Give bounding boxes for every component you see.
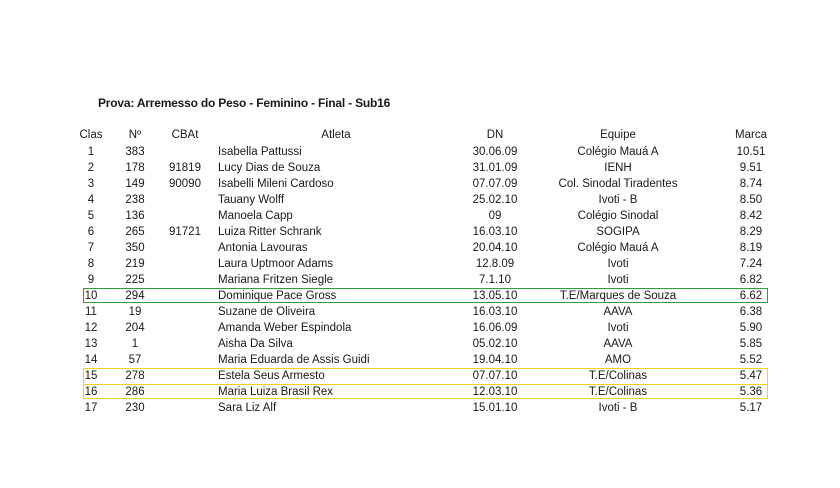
cell-marca: 10.51 [736,146,766,158]
cell-atleta: Manoela Capp [218,210,293,222]
cell-num: 286 [125,386,145,398]
cell-marca: 5.52 [739,354,763,366]
cell-atleta: Estela Seus Armesto [218,370,325,382]
cell-num: 350 [125,242,145,254]
cell-clas: 10 [84,290,98,302]
cell-atleta: Isabella Pattussi [218,146,302,158]
cell-atleta: Suzane de Oliveira [218,306,316,318]
cell-dn: 09 [488,210,502,222]
cell-cbat: 91819 [169,162,201,174]
cell-clas: 11 [85,306,97,318]
table-row [0,336,840,352]
cell-clas: 4 [87,194,95,206]
cell-dn: 05.02.10 [472,338,518,350]
cell-num: 1 [131,338,139,350]
cell-marca: 6.62 [739,290,763,302]
cell-clas: 17 [84,402,98,414]
cell-atleta: Laura Uptmoor Adams [218,258,334,270]
cell-equipe: Ivoti - B [598,194,638,206]
cell-dn: 25.02.10 [472,194,518,206]
cell-num: 219 [125,258,145,270]
cell-marca: 5.36 [739,386,763,398]
table-row [0,224,840,240]
table-row [0,192,840,208]
cell-equipe: T.E/Marques de Souza [559,290,677,302]
cell-dn: 16.03.10 [472,226,518,238]
table-row [0,352,840,368]
cell-equipe: IENH [604,162,632,174]
table-row [0,320,840,336]
cell-atleta: Sara Liz Alf [218,402,277,414]
cell-dn: 20.04.10 [472,242,518,254]
cell-marca: 8.29 [739,226,763,238]
table-header-row [0,127,840,143]
cell-marca: 6.38 [739,306,763,318]
cell-clas: 2 [87,162,95,174]
cell-marca: 8.74 [739,178,763,190]
cell-marca: 8.50 [739,194,763,206]
table-row [0,256,840,272]
header-clas: Clas [79,129,103,141]
cell-num: 238 [125,194,145,206]
cell-clas: 6 [87,226,95,238]
cell-clas: 1 [87,146,95,158]
cell-clas: 9 [87,274,95,286]
table-row [0,384,840,400]
cell-equipe: Ivoti [607,258,629,270]
cell-num: 19 [128,306,142,318]
header-cbat: CBAt [171,129,199,141]
cell-dn: 16.03.10 [472,306,518,318]
cell-atleta: Antonia Lavouras [218,242,308,254]
header-num: Nº [128,129,142,141]
cell-atleta: Aisha Da Silva [218,338,293,350]
cell-dn: 12.03.10 [472,386,518,398]
cell-dn: 31.01.09 [472,162,518,174]
cell-atleta: Dominique Pace Gross [218,290,337,302]
cell-atleta: Mariana Fritzen Siegle [218,274,334,286]
cell-clas: 13 [84,338,98,350]
cell-equipe: AAVA [603,338,633,350]
cell-dn: 30.06.09 [472,146,518,158]
cell-num: 204 [125,322,145,334]
cell-atleta: Isabelli Mileni Cardoso [218,178,334,190]
table-row [0,160,840,176]
cell-dn: 19.04.10 [472,354,518,366]
cell-equipe: Colégio Mauá A [577,146,659,158]
table-row [0,144,840,160]
cell-clas: 15 [84,370,98,382]
cell-num: 57 [128,354,142,366]
cell-num: 265 [125,226,145,238]
cell-num: 383 [125,146,145,158]
cell-marca: 5.90 [739,322,763,334]
header-atleta: Atleta [321,129,351,141]
cell-equipe: Ivoti - B [598,402,638,414]
header-dn: DN [486,129,504,141]
cell-cbat: 91721 [169,226,201,238]
cell-atleta: Lucy Dias de Souza [218,162,321,174]
table-row [0,272,840,288]
header-marca: Marca [735,129,767,141]
cell-marca: 8.42 [739,210,763,222]
table-row [0,240,840,256]
cell-clas: 5 [87,210,95,222]
table-row [0,400,840,416]
table-row [0,208,840,224]
cell-num: 178 [125,162,145,174]
cell-equipe: T.E/Colinas [588,370,648,382]
cell-equipe: Colégio Mauá A [577,242,659,254]
cell-equipe: Col. Sinodal Tiradentes [558,178,678,190]
cell-equipe: Ivoti [607,322,629,334]
cell-clas: 3 [87,178,95,190]
results-table [0,127,840,416]
cell-equipe: SOGIPA [596,226,640,238]
table-body [0,144,840,416]
cell-num: 225 [125,274,145,286]
table-row [0,176,840,192]
cell-dn: 07.07.10 [472,370,518,382]
cell-marca: 6.82 [739,274,763,286]
cell-marca: 9.51 [739,162,763,174]
cell-equipe: Ivoti [607,274,629,286]
cell-clas: 7 [87,242,95,254]
table-row [0,304,840,320]
cell-clas: 8 [87,258,95,270]
table-row [0,288,840,304]
header-equipe: Equipe [600,129,636,141]
cell-marca: 8.19 [739,242,763,254]
cell-atleta: Maria Eduarda de Assis Guidi [218,354,370,366]
cell-equipe: T.E/Colinas [588,386,648,398]
cell-num: 294 [125,290,145,302]
cell-dn: 7.1.10 [479,274,511,286]
cell-marca: 5.17 [739,402,763,414]
cell-dn: 15.01.10 [472,402,518,414]
cell-num: 136 [125,210,145,222]
cell-num: 230 [125,402,145,414]
cell-cbat: 90090 [169,178,201,190]
cell-atleta: Tauany Wolff [218,194,285,206]
cell-clas: 14 [84,354,98,366]
cell-clas: 16 [84,386,98,398]
cell-dn: 16.06.09 [472,322,518,334]
cell-num: 149 [125,178,145,190]
table-row [0,368,840,384]
cell-num: 278 [125,370,145,382]
cell-marca: 5.85 [739,338,763,350]
cell-dn: 12.8.09 [475,258,515,270]
cell-dn: 13.05.10 [472,290,518,302]
cell-equipe: Colégio Sinodal [577,210,659,222]
cell-atleta: Luiza Ritter Schrank [218,226,322,238]
cell-dn: 07.07.09 [472,178,518,190]
cell-equipe: AAVA [603,306,633,318]
cell-marca: 5.47 [739,370,763,382]
cell-clas: 12 [84,322,98,334]
cell-atleta: Amanda Weber Espindola [218,322,352,334]
cell-equipe: AMO [604,354,632,366]
event-title: Prova: Arremesso do Peso - Feminino - Final - Sub16 [98,96,391,110]
cell-atleta: Maria Luiza Brasil Rex [218,386,334,398]
cell-marca: 7.24 [739,258,763,270]
